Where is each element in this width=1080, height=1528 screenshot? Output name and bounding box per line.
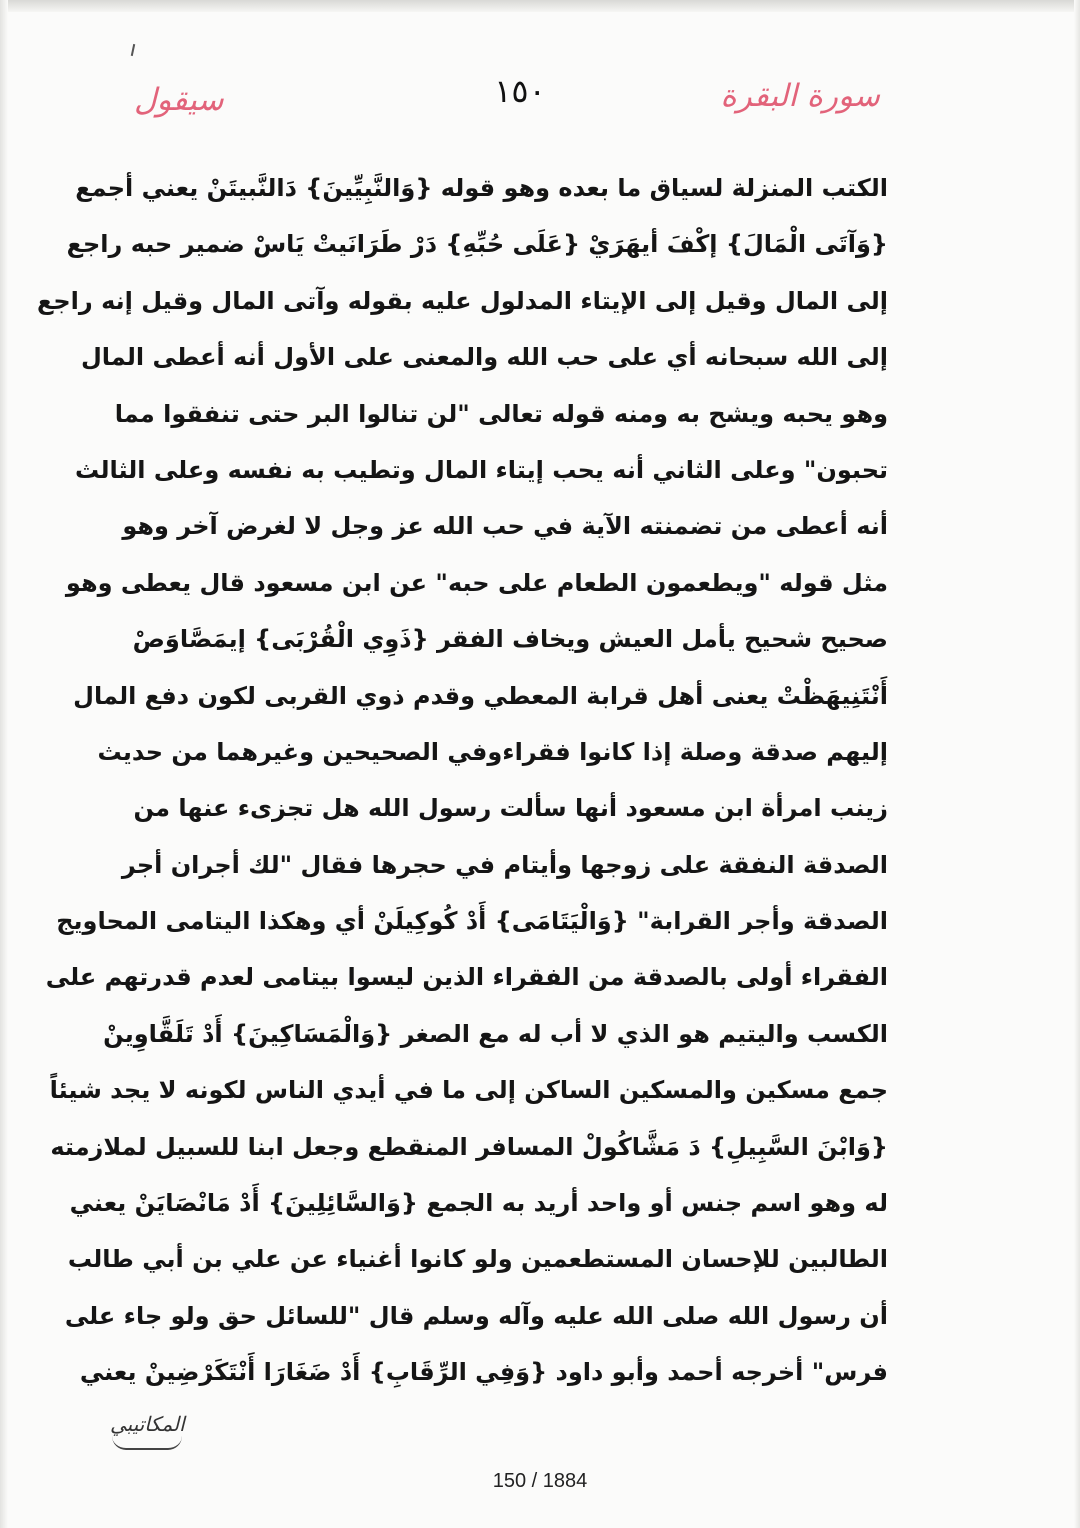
text-line: {وَابْنَ السَّبِيلِ} دَ مَشَّاكُولْ المسافر المنقطع وجعل ابنا للسبيل لملازمته bbox=[50, 1132, 888, 1161]
text-line: له وهو اسم جنس أو واحد أريد به الجمع {وَالسَّائِلِينَ} أَدْ مَانْصَايَنْ يعني bbox=[69, 1189, 888, 1218]
text-line: إليهم صدقة وصلة إذا كانوا فقراءوفي الصحيحين وغيرهما من حديث bbox=[97, 737, 888, 766]
text-line: الصدقة وأجر القرابة" {وَالْيَتَامَى} أَدْ كُوكِيلَنْ أي وهكذا اليتامى المحاويج bbox=[56, 907, 888, 936]
pen-tick-mark bbox=[131, 44, 135, 56]
text-line: صحيح شحيح يأمل العيش ويخاف الفقر {ذَوِي الْقُرْبَى} إيمَصَّاوَصْ bbox=[132, 625, 888, 654]
text-line: أن رسول الله صلى الله عليه وآله وسلم قال "للسائل حق ولو جاء على bbox=[64, 1301, 888, 1330]
text-line: الكسب واليتيم هو الذي لا أب له مع الصغر {وَالْمَسَاكِينَ} أَدْ تَلَقَّاوِينْ bbox=[103, 1019, 888, 1048]
text-line: أنه أعطى من تضمنته الآية في حب الله عز وجل لا لغرض آخر وهو bbox=[122, 512, 888, 541]
handwritten-header-left: سيقول bbox=[134, 82, 224, 118]
scan-edge-left bbox=[0, 0, 8, 1528]
body-text bbox=[36, 160, 888, 1401]
page-counter: 150 / 1884 bbox=[492, 1470, 588, 1492]
text-line: {وَآتَى الْمَالَ} إكْفَ أيهَرَيْ {عَلَى حُبِّهِ} دَرْ طَرَانَيتْ يَاسْ ضمير حبه راجع bbox=[66, 230, 888, 259]
scan-edge-top bbox=[0, 0, 1080, 12]
text-line: إلى المال وقيل إلى الإيتاء المدلول عليه بقوله وآتى المال وقيل إنه راجع bbox=[36, 286, 888, 315]
text-line: الطالبين للإحسان المستطعمين ولو كانوا أغنياء عن علي بن أبي طالب bbox=[67, 1245, 888, 1274]
handwritten-signature: المكاتيبي bbox=[110, 1412, 185, 1436]
page-number-arabic: ١٥٠ bbox=[494, 72, 546, 110]
text-line: فرس" أخرجه أحمد وأبو داود {وَفِي الرِّقَابِ} أَدْ ضَغَارَا أَنْتَكَرْضِينْ يعني bbox=[79, 1358, 888, 1387]
text-line: إلى الله سبحانه أي على حب الله والمعنى على الأول أنه أعطى المال bbox=[80, 343, 888, 372]
text-line: الفقراء أولى بالصدقة من الفقراء الذين ليسوا بيتامى لعدم قدرتهم على bbox=[45, 963, 888, 992]
text-line: الصدقة النفقة على زوجها وأيتام في حجرها فقال "لك أجران أجر bbox=[121, 850, 888, 879]
text-line: مثل قوله "ويطعمون الطعام على حبه" عن ابن مسعود قال يعطى وهو bbox=[65, 568, 888, 597]
text-line: وهو يحبه ويشح به ومنه قوله تعالى "لن تنالوا البر حتى تنفقوا مما bbox=[114, 399, 888, 428]
scan-edge-right bbox=[1074, 0, 1080, 1528]
text-line: أَنْتَنِيهَظْتْ يعنى أهل قرابة المعطي وقدم ذوي القربى لكون دفع المال bbox=[73, 681, 888, 710]
signature-swoosh bbox=[112, 1436, 182, 1450]
text-line: جمع مسكين والمسكين الساكن إلى ما في أيدي الناس لكونه لا يجد شيئاً bbox=[49, 1076, 888, 1105]
text-line: الكتب المنزلة لسياق ما بعده وهو قوله {وَالنَّبِيِّينَ} دَالنَّبيتَنْ يعني أجمع bbox=[75, 174, 888, 202]
text-line: زينب امرأة ابن مسعود أنها سألت رسول الله هل تجزىء عنها من bbox=[133, 794, 888, 823]
text-line: تحبون" وعلى الثاني أنه يحب إيتاء المال وتطيب به نفسه وعلى الثالث bbox=[75, 455, 888, 484]
handwritten-surah-title: سورة البقرة bbox=[720, 78, 880, 114]
